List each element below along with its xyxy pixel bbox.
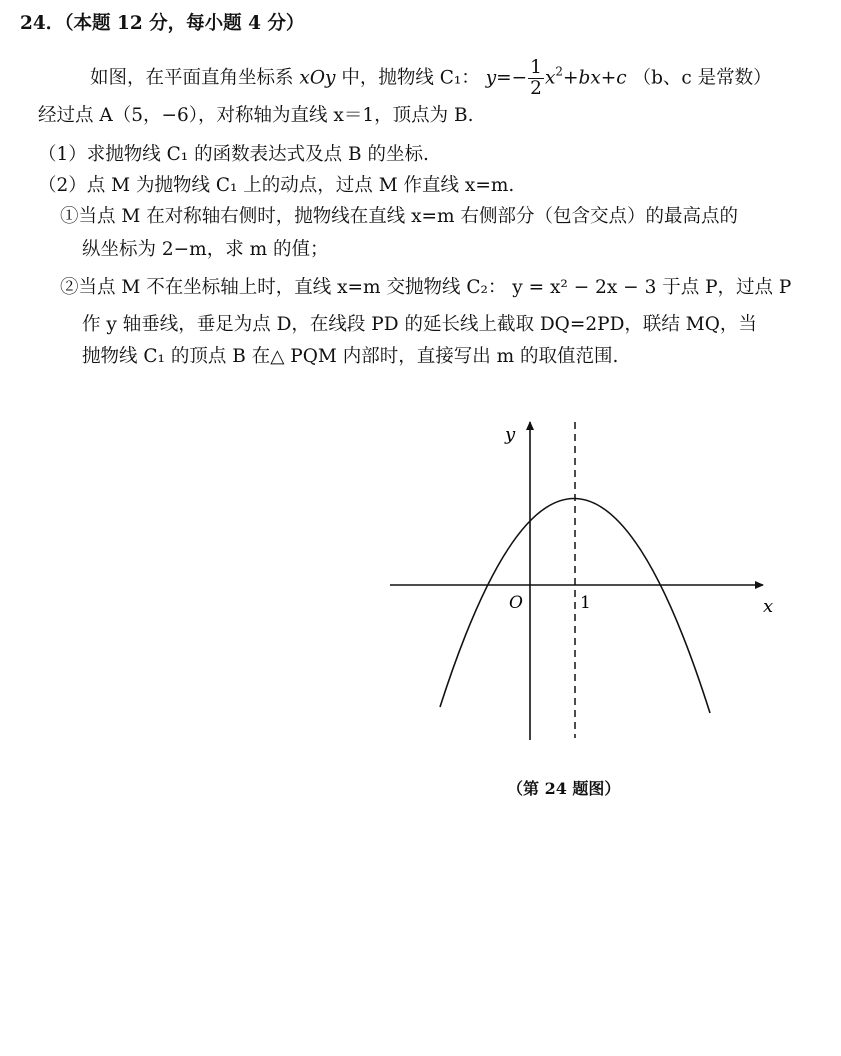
part-2: （2）点 M 为抛物线 C₁ 上的动点，过点 M 作直线 x=m.	[38, 175, 515, 196]
intro-line	[90, 58, 772, 99]
eq-rest: +bx+c	[563, 67, 627, 89]
sub-question-2-line-2: 作 y 轴垂线，垂足为点 D，在线段 PD 的延长线上截取 DQ=2PD，联结 MQ，当	[82, 314, 757, 335]
eq-x: x	[544, 67, 556, 89]
intro-xoy: xOy	[299, 67, 336, 89]
sub-question-1-line-2: 纵坐标为 2−m，求 m 的值；	[82, 239, 329, 260]
fraction-numerator: 1	[530, 57, 542, 78]
fraction-denominator: 2	[530, 78, 542, 99]
x-axis-label: x	[763, 596, 774, 617]
sub-question-2-line-3: 抛物线 C₁ 的顶点 B 在△ PQM 内部时，直接写出 m 的取值范围.	[82, 346, 619, 367]
eq-exponent: 2	[555, 64, 564, 79]
figure-caption: （第 24 题图）	[507, 779, 621, 798]
const-note: （b、c 是常数）	[632, 67, 772, 89]
intro-mid: 中，抛物线 C₁：	[341, 67, 480, 89]
origin-label: O	[509, 593, 523, 613]
points-note: （本题 12 分，每小题 4 分）	[64, 13, 305, 34]
fraction	[528, 58, 544, 99]
part-1: （1）求抛物线 C₁ 的函数表达式及点 B 的坐标.	[38, 144, 429, 165]
line-2: 经过点 A（5，−6），对称轴为直线 x＝1，顶点为 B.	[38, 105, 474, 126]
sub-question-2-line-1: ②当点 M 不在坐标轴上时，直线 x=m 交抛物线 C₂： y = x² − 2x − 3 于点 P，过点 P	[60, 277, 792, 298]
question-header	[20, 12, 304, 36]
intro-before: 如图，在平面直角坐标系	[90, 67, 294, 89]
parabola-figure	[385, 410, 785, 760]
sub-question-1-line-1: ①当点 M 在对称轴右侧时，抛物线在直线 x=m 右侧部分（包含交点）的最高点的	[60, 206, 738, 227]
eq-y: y	[485, 67, 497, 89]
eq-eq: =−	[496, 67, 528, 89]
y-axis-label: y	[505, 424, 516, 445]
tick-label-1: 1	[580, 593, 591, 613]
question-number: 24．	[20, 13, 65, 34]
